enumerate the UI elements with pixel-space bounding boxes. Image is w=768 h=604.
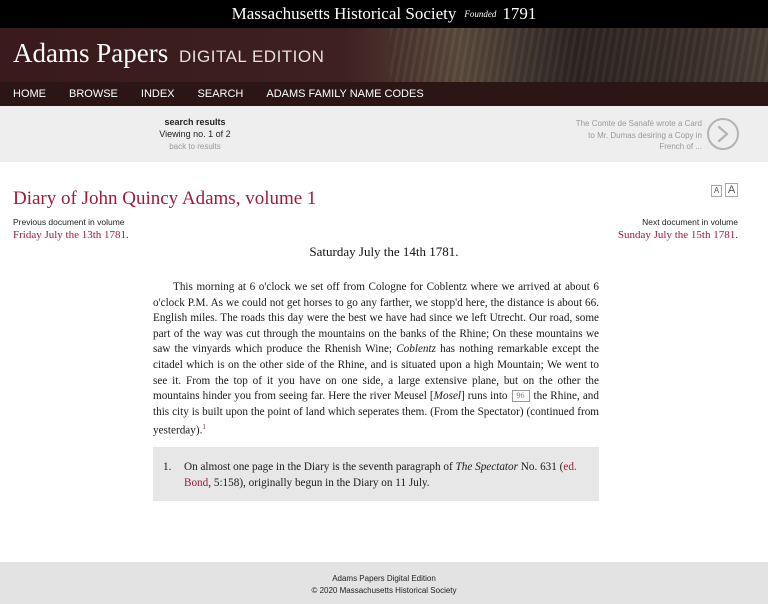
entry-italic-place: Mosel <box>433 390 462 403</box>
footnotes-box <box>153 447 599 501</box>
entry-text-part: This morning at 6 o'clock we set off from Cologne for Coblentz where we arrived at about 6 o'clock P.M. As we could not get horses to go any farther, we stopp'd here, the distance is about 66. English miles. The roads this day were the best we have had since we left Utrecht. Our road, some part of the way was cut through the mountains on the banks of the Rhine; On these mountains we saw the vinyards which produce the Rhenish Wine; <box>153 281 599 356</box>
footnote-text <box>184 460 587 491</box>
banner-texture <box>390 28 768 82</box>
founded-year: 1791 <box>502 4 537 23</box>
society-name: Massachusetts Historical Society <box>231 4 457 23</box>
nav-search[interactable]: SEARCH <box>197 88 244 100</box>
footer-copyright: © 2020 Massachusetts Historical Society <box>311 585 457 595</box>
society-header <box>0 0 768 28</box>
next-document-link[interactable]: Sunday July the 15th 1781. <box>617 229 738 241</box>
chevron-right-icon <box>716 125 730 143</box>
page-footer <box>0 562 768 604</box>
next-document-label: Next document in volume <box>642 217 738 227</box>
previous-document-label: Previous document in volume <box>13 217 125 227</box>
footnote-text-part: , 5:158), originally begun in the Diary on 11 July. <box>208 476 430 489</box>
footnote-text-part: On almost one page in the Diary is the seventh paragraph of <box>184 461 456 473</box>
font-size-controls <box>711 185 738 197</box>
nav-family-name-codes[interactable]: ADAMS FAMILY NAME CODES <box>266 88 424 100</box>
nav-browse[interactable]: BROWSE <box>69 88 118 100</box>
search-results-title: search results <box>164 117 226 127</box>
site-subtitle: DIGITAL EDITION <box>179 47 325 66</box>
search-results-summary <box>130 117 260 151</box>
footnote-number: 1. <box>163 461 172 473</box>
entry-text-part: the Rhine, and this city is built upon the point of land which seperates them. (From the Spectator) (continued from yesterday). <box>153 390 599 438</box>
founded-label: Founded <box>464 9 497 19</box>
font-increase-button[interactable]: A <box>725 183 738 197</box>
entry-text-part: ] runs into <box>461 390 508 403</box>
back-to-results-link[interactable]: back to results <box>169 142 221 151</box>
footnote-italic-title: The Spectator <box>455 461 518 473</box>
site-banner <box>0 28 768 82</box>
search-results-bar <box>0 106 768 162</box>
next-result-preview[interactable] <box>560 118 702 153</box>
main-nav <box>0 82 768 106</box>
next-result-preview-line: The Comte de Sanafé wrote a Card <box>575 119 702 128</box>
entry-italic-place: Coblentz <box>396 343 436 356</box>
next-result-preview-line: French of ... <box>659 142 702 151</box>
nav-index[interactable]: INDEX <box>140 88 175 100</box>
entry-text-part: has nothing remarkable except the citadel which is on the other side of the Rhine, and is situated upon a high Mountain; We went to see it. From the top of it you have on one side, a large extensive plane, but on the other the mountains hinder you from seeing far. Here the river Meusel [ <box>153 343 599 403</box>
edition-link[interactable]: ed. Bond <box>184 461 577 489</box>
next-result-button[interactable] <box>707 118 739 150</box>
document-title: Diary of John Quincy Adams, volume 1 <box>13 188 317 209</box>
footnote-reference[interactable]: 1 <box>202 423 206 432</box>
site-title[interactable]: Adams Papers <box>13 38 169 68</box>
footer-title: Adams Papers Digital Edition <box>332 574 436 583</box>
font-decrease-button[interactable]: A <box>711 185 722 197</box>
previous-document-link[interactable]: Friday July the 13th 1781. <box>13 229 129 241</box>
footnote-text-part: No. 631 ( <box>518 461 564 473</box>
next-result-preview-line: to Mr. Dumas desiring a Copy in <box>588 130 702 140</box>
entry-text <box>153 280 599 440</box>
nav-home[interactable]: HOME <box>13 88 46 100</box>
search-results-viewing: Viewing no. 1 of 2 <box>159 129 231 139</box>
entry-date: Saturday July the 14th 1781. <box>309 244 459 259</box>
page-marker[interactable]: 96 <box>512 390 530 402</box>
